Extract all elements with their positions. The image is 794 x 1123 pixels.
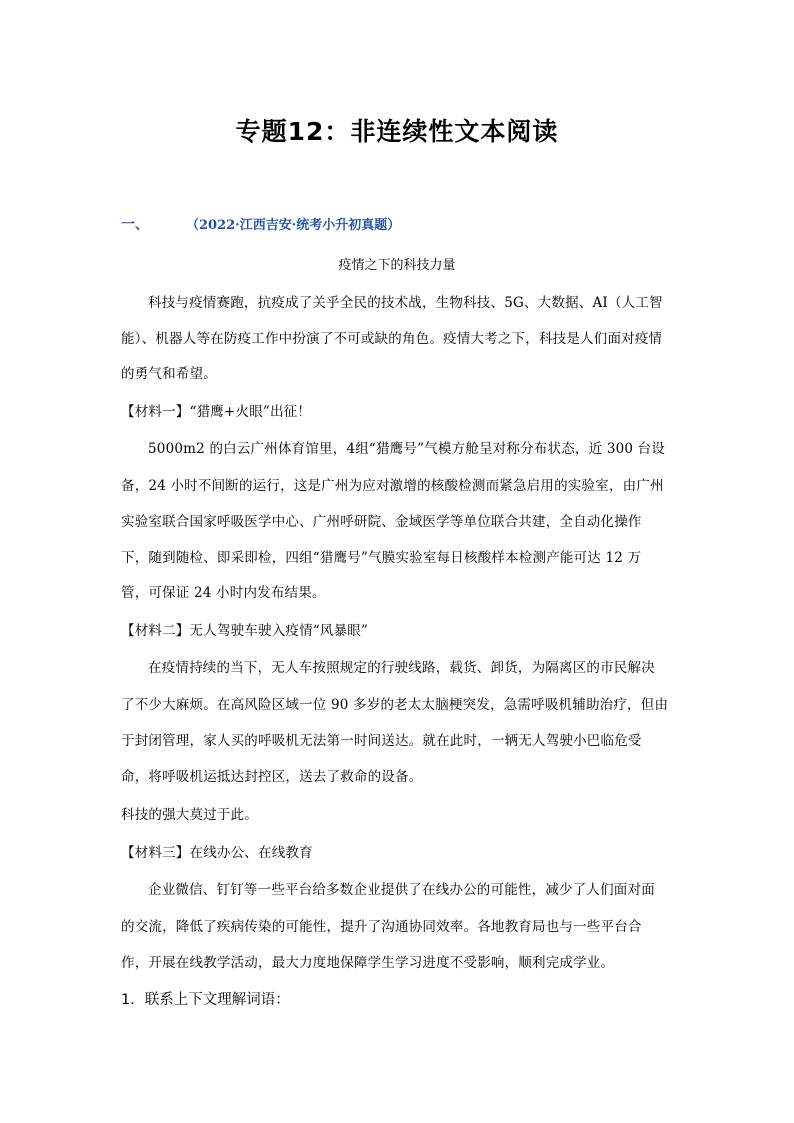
material3-line: 作，开展在线教学活动，最大力度地保障学生学习进度不受影响，顺利完成学业。	[121, 955, 615, 971]
material2-heading: 【材料二】无人驾驶车驶入疫情“风暴眼”	[121, 623, 369, 639]
material2-line: 命，将呼吸机运抵达封控区，送去了救命的设备。	[121, 769, 423, 785]
material2-line: 于封闭管理，家人买的呼吸机无法第一时间送达。就在此时，一辆无人驾驶小巴临危受	[121, 733, 642, 749]
material3-line: 企业微信、钉钉等一些平台给多数企业提供了在线办公的可能性，减少了人们面对面	[148, 882, 655, 898]
section-source: （2022·江西吉安·统考小升初真题）	[186, 218, 401, 233]
material1-line: 备，24 小时不间断的运行，这是广州为应对激增的核酸检测而紧急启用的实验室，由广州	[121, 478, 664, 494]
section-number: 一、	[121, 217, 149, 233]
material3-line: 的交流，降低了疾病传染的可能性，提升了沟通协同效率。各地教育局也与一些平台合	[121, 919, 642, 935]
material1-heading: 【材料一】“猎鹰+火眼”出征！	[121, 404, 312, 420]
material2-line: 了不少大麻烦。在高风险区域一位 90 多岁的老太太脑梗突发，急需呼吸机辅助治疗，但由	[121, 697, 669, 713]
material1-line: 5000m2 的白云广州体育馆里，4组“猎鹰号”气模方舱呈对称分布状态，近 300 台设	[148, 441, 666, 457]
page-title: 专题12：非连续性文本阅读	[235, 117, 559, 146]
intro-line: 能）、机器人等在防疫工作中扮演了不可或缺的角色。疫情大考之下，科技是人们面对疫情	[121, 331, 663, 347]
material2-closing: 科技的强大莫过于此。	[121, 807, 258, 823]
material3-heading: 【材料三】在线办公、在线教育	[121, 845, 313, 861]
article-title: 疫情之下的科技力量	[338, 258, 456, 273]
question-1: 1．联系上下文理解词语：	[121, 992, 290, 1008]
material1-line: 实验室联合国家呼吸医学中心、广州呼研院、金域医学等单位联合共建，全自动化操作	[121, 514, 642, 530]
intro-line: 的勇气和希望。	[121, 366, 217, 382]
material1-line: 管，可保证 24 小时内发布结果。	[121, 585, 326, 601]
intro-line: 科技与疫情赛跑，抗疫成了关乎全民的技术战，生物科技、5G、大数据、AI（人工智	[148, 295, 663, 311]
material2-line: 在疫情持续的当下，无人车按照规定的行驶线路，载货、卸货，为隔离区的市民解决	[148, 660, 655, 676]
material1-line: 下，随到随检、即采即检，四组“猎鹰号”气膜实验室每日核酸样本检测产能可达 12 万	[121, 550, 642, 566]
